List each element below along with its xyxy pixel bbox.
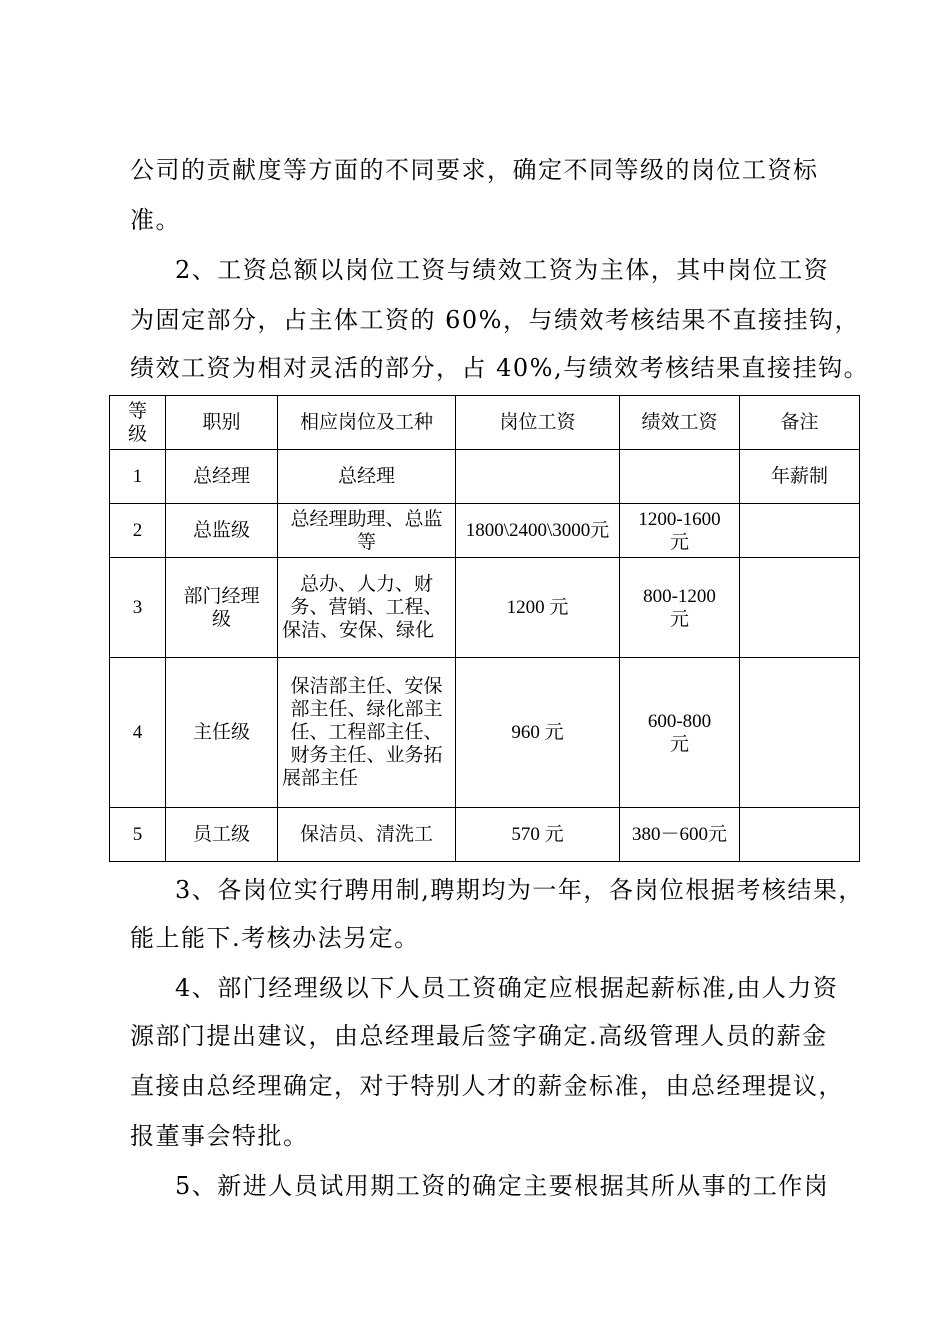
header-performance-salary: 绩效工资	[620, 396, 740, 450]
cell-position: 部门经理级	[166, 558, 278, 658]
table-row	[110, 450, 860, 504]
cell-performance-salary	[620, 450, 740, 504]
table-header-row	[110, 396, 860, 450]
paragraph-5-line-1: 5、新进人员试用期工资的确定主要根据其所从事的工作岗	[175, 1172, 830, 1200]
cell-grade: 1	[110, 450, 166, 504]
cell-remark	[740, 504, 860, 558]
cell-grade: 5	[110, 808, 166, 862]
paragraph-3-line-1: 3、各岗位实行聘用制,聘期均为一年，各岗位根据考核结果，	[175, 876, 864, 904]
cell-grade: 3	[110, 558, 166, 658]
paragraph-2-line-2: 为固定部分，占主体工资的 60%，与绩效考核结果不直接挂钩，	[130, 306, 860, 334]
paragraph-4-line-1: 4、部门经理级以下人员工资确定应根据起薪标准,由人力资	[175, 974, 839, 1002]
cell-jobs: 保洁员、清洗工	[278, 808, 456, 862]
cell-performance-salary: 800-1200元	[620, 558, 740, 658]
cell-jobs: 总办、人力、财务、营销、工程、保洁、安保、绿化	[278, 558, 456, 658]
paragraph-2-line-1: 2、工资总额以岗位工资与绩效工资为主体，其中岗位工资	[175, 256, 830, 284]
cell-position: 总经理	[166, 450, 278, 504]
paragraph-4-line-4: 报董事会特批。	[130, 1122, 309, 1150]
cell-position: 总监级	[166, 504, 278, 558]
cell-jobs: 总经理	[278, 450, 456, 504]
header-post-salary: 岗位工资	[456, 396, 620, 450]
header-grade: 等级	[110, 396, 166, 450]
paragraph-3-line-2: 能上能下.考核办法另定。	[130, 924, 420, 952]
cell-performance-salary: 380－600元	[620, 808, 740, 862]
cell-performance-salary: 600-800元	[620, 658, 740, 808]
cell-performance-salary: 1200-1600元	[620, 504, 740, 558]
cell-post-salary: 960 元	[456, 658, 620, 808]
header-jobs: 相应岗位及工种	[278, 396, 456, 450]
paragraph-1-line-2: 准。	[130, 206, 181, 234]
header-position: 职别	[166, 396, 278, 450]
cell-remark: 年薪制	[740, 450, 860, 504]
table-row	[110, 558, 860, 658]
header-remark: 备注	[740, 396, 860, 450]
paragraph-1-line-1: 公司的贡献度等方面的不同要求，确定不同等级的岗位工资标	[130, 156, 819, 184]
cell-remark	[740, 808, 860, 862]
cell-jobs: 总经理助理、总监等	[278, 504, 456, 558]
cell-jobs: 保洁部主任、安保部主任、绿化部主任、工程部主任、财务主任、业务拓展部主任	[278, 658, 456, 808]
salary-grade-table	[109, 395, 860, 862]
cell-grade: 2	[110, 504, 166, 558]
table-row	[110, 504, 860, 558]
paragraph-2-line-3: 绩效工资为相对灵活的部分，占 40%,与绩效考核结果直接挂钩。	[130, 354, 870, 382]
cell-remark	[740, 658, 860, 808]
cell-grade: 4	[110, 658, 166, 808]
table-row	[110, 658, 860, 808]
paragraph-4-line-3: 直接由总经理确定，对于特别人才的薪金标准，由总经理提议，	[130, 1072, 844, 1100]
cell-post-salary: 1800\2400\3000元	[456, 504, 620, 558]
paragraph-4-line-2: 源部门提出建议，由总经理最后签字确定.高级管理人员的薪金	[130, 1022, 828, 1050]
table-row	[110, 808, 860, 862]
cell-post-salary	[456, 450, 620, 504]
cell-position: 主任级	[166, 658, 278, 808]
cell-position: 员工级	[166, 808, 278, 862]
cell-post-salary: 1200 元	[456, 558, 620, 658]
cell-post-salary: 570 元	[456, 808, 620, 862]
cell-remark	[740, 558, 860, 658]
